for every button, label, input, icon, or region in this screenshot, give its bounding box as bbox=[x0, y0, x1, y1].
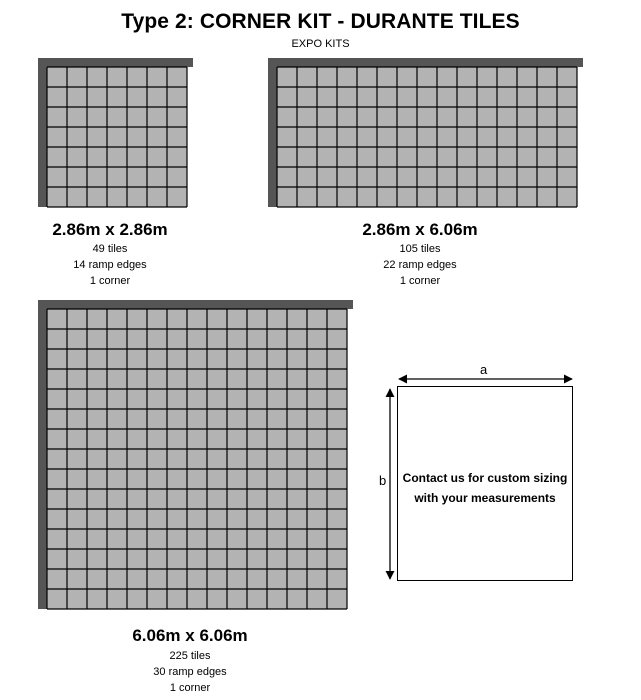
corner-count: 1 corner bbox=[89, 275, 131, 287]
page-title: Type 2: CORNER KIT - DURANTE TILES bbox=[121, 10, 520, 33]
tile-count: 225 tiles bbox=[169, 650, 211, 662]
tile-count: 49 tiles bbox=[92, 243, 128, 255]
tile-count: 105 tiles bbox=[399, 243, 441, 255]
kit-size-label: 2.86m x 2.86m bbox=[52, 220, 168, 239]
height-label: b bbox=[379, 473, 387, 488]
custom-text-line-2: with your measurements bbox=[414, 491, 556, 505]
custom-sizing-message bbox=[397, 468, 573, 508]
page-subtitle: EXPO KITS bbox=[291, 38, 350, 50]
ramp-edge-count: 30 ramp edges bbox=[153, 666, 227, 678]
custom-text-line-1: Contact us for custom sizing bbox=[402, 471, 568, 485]
ramp-edge-count: 14 ramp edges bbox=[73, 259, 147, 271]
kit-size-label: 6.06m x 6.06m bbox=[132, 626, 248, 645]
kit-size-label: 2.86m x 6.06m bbox=[362, 220, 478, 239]
ramp-edge-count: 22 ramp edges bbox=[383, 259, 457, 271]
corner-count: 1 corner bbox=[399, 275, 441, 287]
corner-count: 1 corner bbox=[169, 682, 211, 694]
width-label: a bbox=[480, 362, 488, 377]
